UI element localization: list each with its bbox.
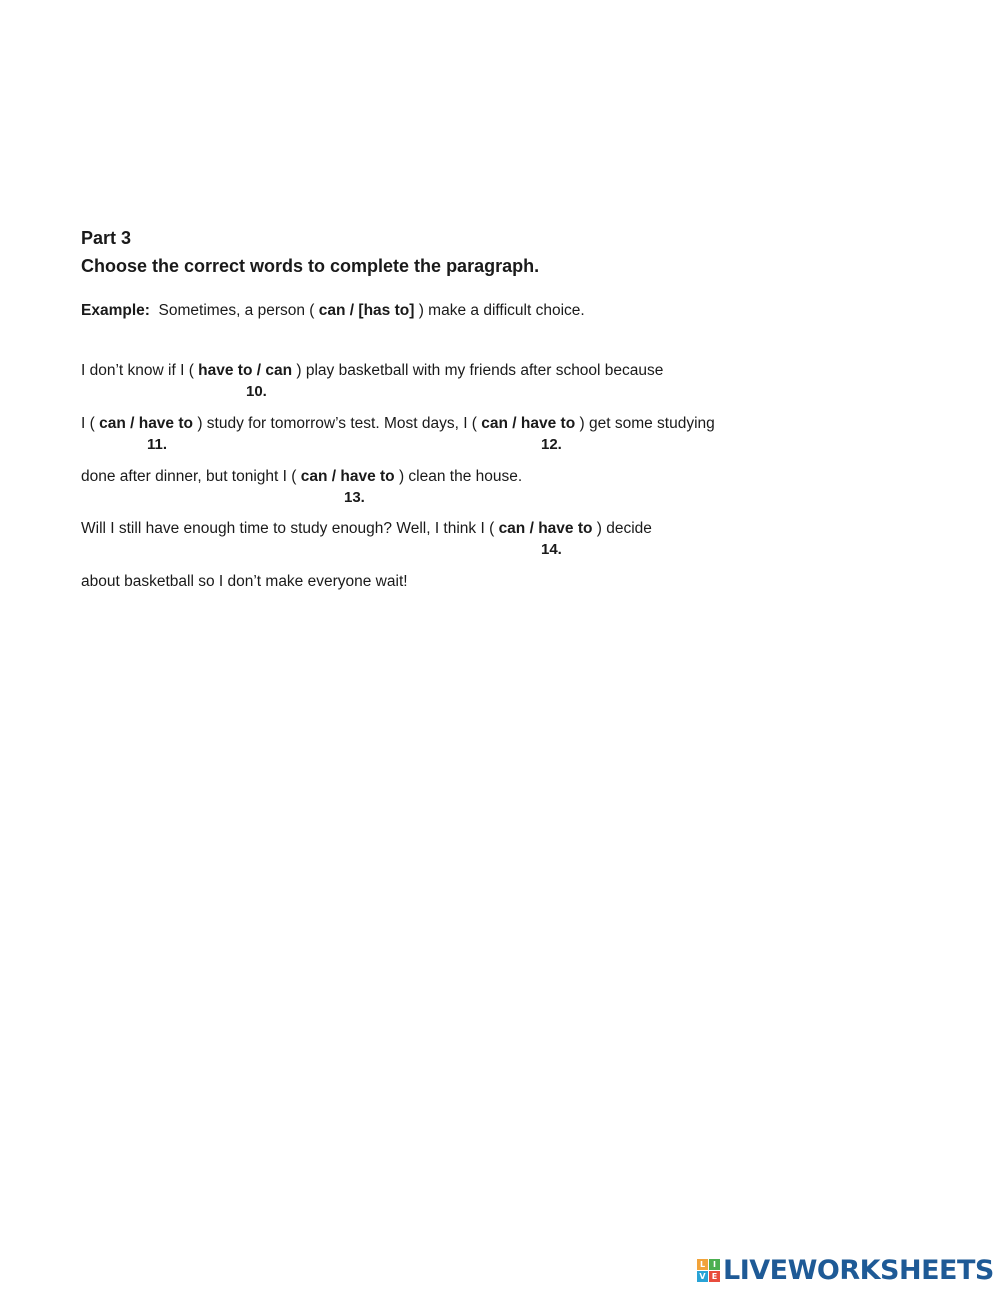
paragraph-line-3: [81, 468, 522, 486]
line1-before: I don’t know if I (: [81, 362, 194, 379]
line2-middle: ) study for tomorrow’s test. Most days, I (: [197, 415, 477, 432]
question-number-13: 13.: [344, 489, 365, 506]
question-number-11: 11.: [147, 436, 168, 453]
choice-14[interactable]: can / have to: [498, 520, 593, 537]
example-text-before: Sometimes, a person (: [158, 302, 315, 319]
paragraph-line-4: [81, 520, 652, 538]
line1-after: ) play basketball with my friends after school because: [296, 362, 664, 379]
paragraph-line-1: [81, 362, 663, 380]
example-choices: can / [has to]: [318, 302, 415, 319]
line4-before: Will I still have enough time to study enough? Well, I think I (: [81, 520, 495, 537]
choice-10[interactable]: have to / can: [198, 362, 293, 379]
logo-letter: E: [709, 1271, 720, 1282]
line3-before: done after dinner, but tonight I (: [81, 468, 297, 485]
line2-after: ) get some studying: [579, 415, 715, 432]
choice-13[interactable]: can / have to: [300, 468, 395, 485]
liveworksheets-logo: [697, 1255, 994, 1286]
choice-11[interactable]: can / have to: [99, 415, 193, 432]
part-title: Part 3: [81, 228, 132, 248]
line2-before: I (: [81, 415, 95, 432]
instructions: Choose the correct words to complete the paragraph.: [81, 256, 540, 276]
logo-letter: L: [697, 1259, 708, 1270]
line4-after: ) decide: [596, 520, 652, 537]
logo-letter: V: [697, 1271, 708, 1282]
question-number-12: 12.: [541, 436, 562, 453]
paragraph-line-5: about basketball so I don’t make everyone wait!: [81, 573, 408, 590]
line3-after: ) clean the house.: [398, 468, 523, 485]
choice-12[interactable]: can / have to: [481, 415, 576, 432]
example-label: Example:: [81, 302, 150, 319]
paragraph-line-2: [81, 415, 715, 433]
example-text-after: ) make a difficult choice.: [418, 302, 585, 319]
question-number-10: 10.: [246, 383, 267, 400]
logo-mark-icon: [697, 1259, 720, 1282]
logo-text: LIVEWORKSHEETS: [723, 1255, 994, 1286]
example-line: [81, 302, 585, 320]
logo-letter: I: [709, 1259, 720, 1270]
question-number-14: 14.: [541, 541, 562, 558]
